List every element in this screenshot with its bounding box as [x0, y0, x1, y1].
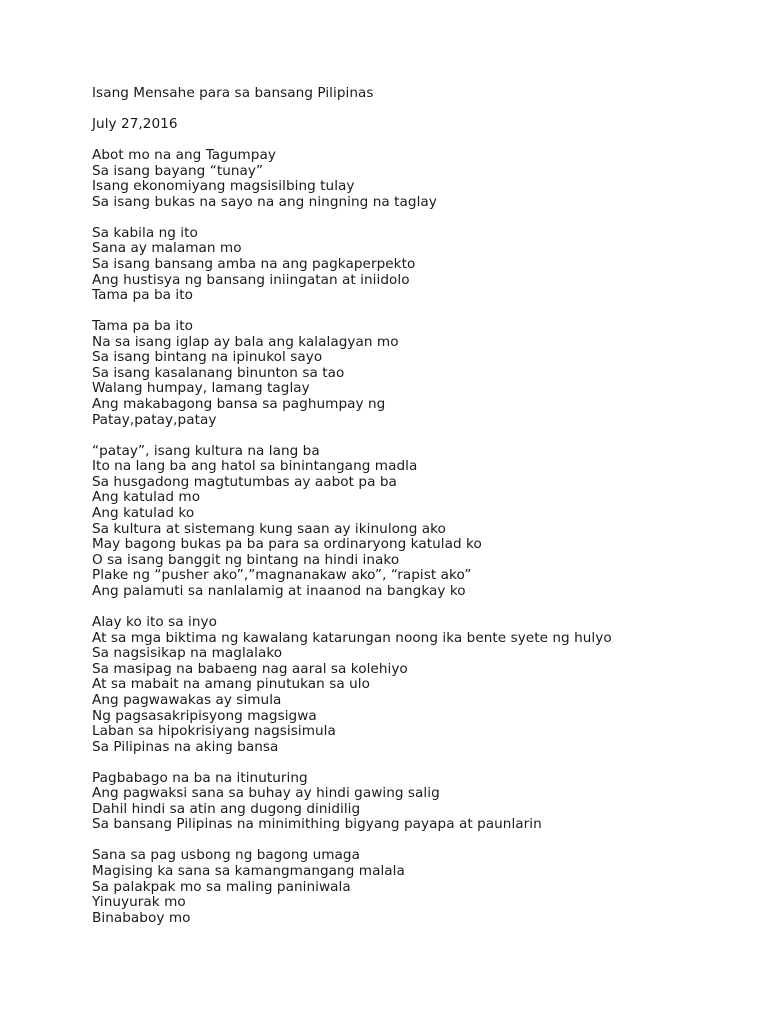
poem-line: Ito na lang ba ang hatol sa binintangang madla	[92, 458, 418, 475]
poem-line: O sa isang banggit ng bintang na hindi inako	[92, 551, 400, 568]
poem-line: Ang makabagong bansa sa paghumpay ng	[92, 396, 386, 413]
poem-line: Plake ng “pusher ako”,”magnanakaw ako”, “rapist ako”	[92, 567, 472, 584]
poem-line: Isang ekonomiyang magsisilbing tulay	[92, 178, 355, 195]
poem-line: Ang palamuti sa nanlalamig at inaanod na bangkay ko	[92, 582, 466, 599]
poem-line: Patay,patay,patay	[92, 411, 217, 428]
poem-text-block	[92, 86, 752, 926]
poem-line: Sa isang bayang “tunay”	[92, 162, 264, 179]
poem-line: Tama pa ba ito	[92, 287, 193, 304]
poem-line: Ang katulad ko	[92, 505, 195, 522]
poem-line: Na sa isang iglap ay bala ang kalalagyan mo	[92, 333, 399, 350]
poem-line: Sa isang kasalanang binunton sa tao	[92, 364, 345, 381]
poem-line: At sa mabait na amang pinutukan sa ulo	[92, 676, 370, 693]
poem-line: Sa nagsisikap na maglalako	[92, 645, 283, 662]
stanza	[92, 615, 752, 755]
poem-line: Sa isang bintang na ipinukol sayo	[92, 349, 323, 366]
poem-line: “patay”, isang kultura na lang ba	[92, 442, 320, 459]
poem-line: Yinuyurak mo	[92, 894, 186, 911]
poem-line: Ng pagsasakripisyong magsigwa	[92, 707, 317, 724]
poem-line: Sa husgadong magtutumbas ay aabot pa ba	[92, 473, 397, 490]
poem-line: Pagbabago na ba na itinuturing	[92, 769, 308, 786]
poem-line: Sa kultura at sistemang kung saan ay ikinulong ako	[92, 520, 446, 537]
poem-line: Sana ay malaman mo	[92, 240, 242, 257]
poem-line: Sa isang bukas na sayo na ang ningning na taglay	[92, 193, 437, 210]
poem-line: Abot mo na ang Tagumpay	[92, 146, 276, 163]
poem-line: Sa masipag na babaeng nag aaral sa kolehiyo	[92, 660, 408, 677]
poem-line: Dahil hindi sa atin ang dugong dinidilig	[92, 800, 361, 817]
document-date: July 27,2016	[92, 115, 178, 132]
poem-line: Magising ka sana sa kamangmangang malala	[92, 863, 405, 880]
poem-line: Walang humpay, lamang taglay	[92, 380, 310, 397]
poem-line: Binababoy mo	[92, 909, 191, 926]
poem-line: Ang pagwawakas ay simula	[92, 691, 282, 708]
poem-line: Ang katulad mo	[92, 489, 201, 506]
poem-line: Ang pagwaksi sana sa buhay ay hindi gawing salig	[92, 785, 440, 802]
poem-line: Sa palakpak mo sa maling paniniwala	[92, 878, 351, 895]
stanza	[92, 848, 752, 926]
poem-line: Sa bansang Pilipinas na minimithing bigyang payapa at paunlarin	[92, 816, 542, 833]
poem-line: Sa Pilipinas na aking bansa	[92, 738, 279, 755]
poem-line: Sana sa pag usbong ng bagong umaga	[92, 847, 360, 864]
poem-line: May bagong bukas pa ba para sa ordinaryong katulad ko	[92, 536, 482, 553]
stanza	[92, 319, 752, 428]
poem-line: Alay ko ito sa inyo	[92, 613, 217, 630]
stanza	[92, 771, 752, 833]
stanza	[92, 148, 752, 210]
stanza	[92, 444, 752, 600]
document-title: Isang Mensahe para sa bansang Pilipinas	[92, 85, 374, 101]
poem-line: Ang hustisya ng bansang iniingatan at iniidolo	[92, 271, 410, 288]
poem-line: Sa kabila ng ito	[92, 224, 198, 241]
stanza	[92, 226, 752, 304]
poem-body	[92, 148, 752, 926]
poem-line: Tama pa ba ito	[92, 318, 193, 335]
poem-line: Laban sa hipokrisiyang nagsisimula	[92, 723, 336, 740]
poem-line: At sa mga biktima ng kawalang katarungan noong ika bente syete ng hulyo	[92, 629, 612, 646]
poem-line: Sa isang bansang amba na ang pagkaperpekto	[92, 255, 416, 272]
